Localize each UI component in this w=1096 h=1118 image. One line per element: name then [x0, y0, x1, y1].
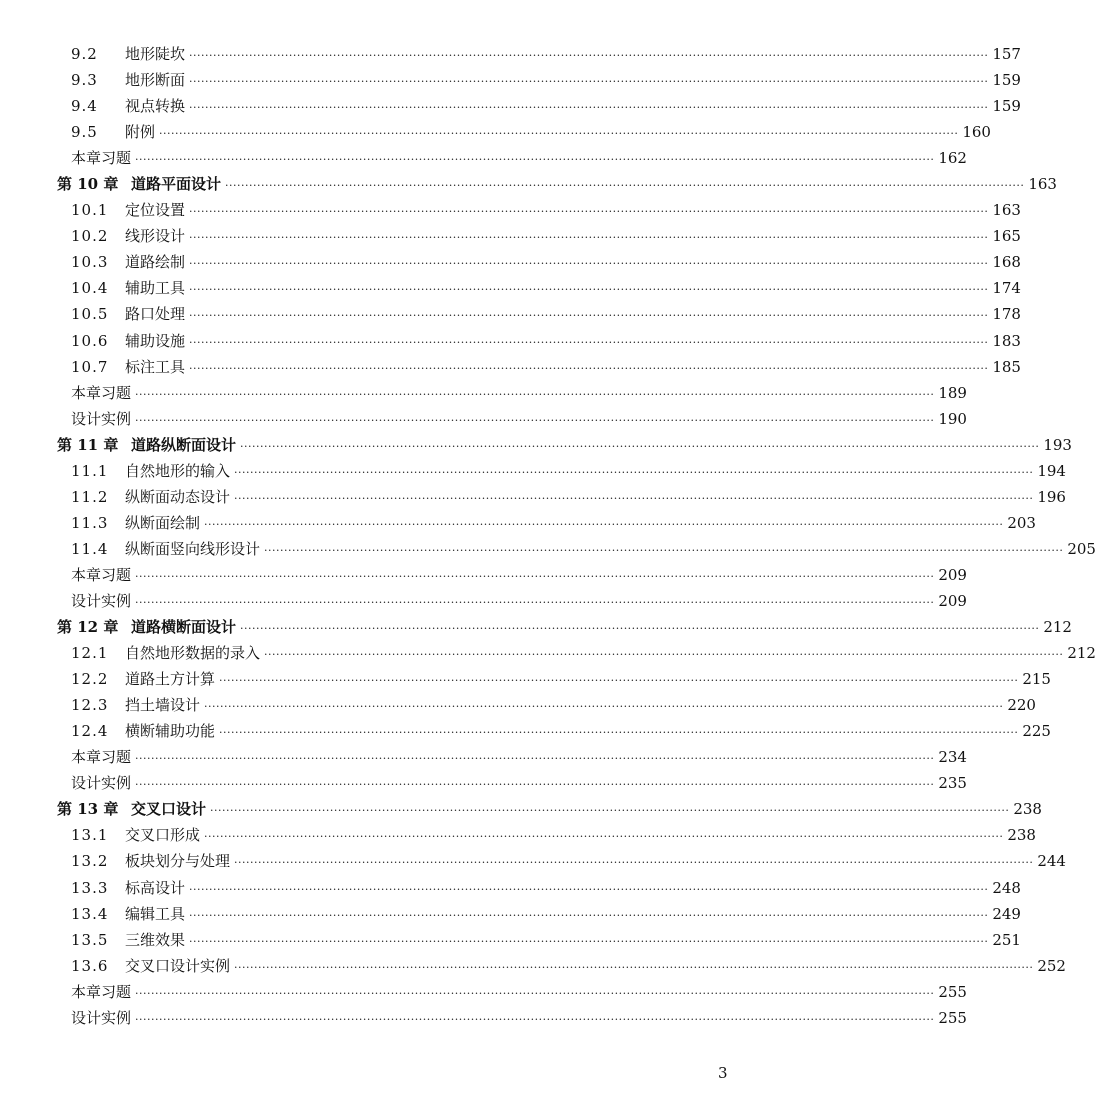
toc-entry-title: 道路纵断面设计	[131, 435, 237, 454]
dot-leader: ········································································································································································································	[135, 153, 935, 167]
toc-entry-title: 交叉口形成	[125, 826, 201, 845]
toc-entry-page: 178	[992, 305, 1021, 324]
toc-entry-title: 标注工具	[125, 357, 186, 376]
dot-leader: ········································································································································································································	[189, 335, 989, 349]
toc-entry-page: 196	[1037, 487, 1066, 506]
dot-leader: ········································································································································································································	[135, 1012, 935, 1026]
toc-section-row[interactable]	[57, 93, 1021, 119]
toc-entry-title: 交叉口设计	[131, 800, 207, 819]
toc-entry-number: 第 11 章	[57, 435, 119, 454]
toc-entry-page: 189	[938, 383, 967, 402]
dot-leader: ········································································································································································································	[204, 517, 1004, 531]
toc-entry-page: 209	[938, 565, 967, 584]
toc-entry-title: 设计实例	[71, 774, 132, 793]
toc-entry-page: 220	[1007, 696, 1036, 715]
toc-entry-title: 设计实例	[71, 591, 132, 610]
toc-section-row[interactable]	[57, 848, 1066, 874]
toc-entry-number: 10.2	[71, 227, 109, 246]
dot-leader: ········································································································································································································	[189, 101, 989, 115]
toc-entry-page: 163	[992, 201, 1021, 220]
dot-leader: ········································································································································································································	[264, 543, 1064, 557]
toc-entry-title: 定位设置	[125, 201, 186, 220]
dot-leader: ········································································································································································································	[189, 908, 989, 922]
toc-entry-page: 212	[1043, 618, 1072, 637]
toc-entry-title: 三维效果	[125, 930, 186, 949]
toc-entry-page: 234	[938, 748, 967, 767]
dot-leader: ········································································································································································································	[234, 856, 1034, 870]
toc-entry-number: 13.6	[71, 956, 109, 975]
toc-entry-number: 9.5	[71, 123, 98, 142]
dot-leader: ········································································································································································································	[240, 439, 1040, 453]
toc-entry-title: 视点转换	[125, 97, 186, 116]
toc-section-row[interactable]	[57, 197, 1021, 223]
toc-entry-title: 辅助设施	[125, 331, 186, 350]
toc-entry-page: 249	[992, 904, 1021, 923]
toc-section-row[interactable]	[57, 640, 1096, 666]
toc-entry-title: 交叉口设计实例	[125, 956, 231, 975]
dot-leader: ········································································································································································································	[189, 49, 989, 62]
toc-entry-number: 13.1	[71, 826, 109, 845]
toc-section-row[interactable]	[57, 718, 1051, 744]
toc-section-row[interactable]	[57, 510, 1036, 536]
toc-section-row[interactable]	[57, 328, 1021, 354]
dot-leader: ········································································································································································································	[219, 726, 1019, 740]
toc-section-row[interactable]	[57, 406, 967, 432]
toc-entry-page: 255	[938, 1008, 967, 1027]
toc-entry-title: 纵断面竖向线形设计	[125, 539, 261, 558]
toc-section-row[interactable]	[57, 119, 991, 145]
toc-section-row[interactable]	[57, 41, 1021, 67]
table-of-contents	[57, 41, 1096, 1031]
toc-entry-number: 13.5	[71, 930, 109, 949]
toc-entry-title: 附例	[125, 123, 156, 142]
toc-section-row[interactable]	[57, 536, 1096, 562]
toc-chapter-row[interactable]	[57, 432, 1072, 458]
toc-entry-number: 10.5	[71, 305, 109, 324]
toc-entry-title: 本章习题	[71, 982, 132, 1001]
toc-entry-page: 185	[992, 357, 1021, 376]
toc-entry-title: 挡土墙设计	[125, 696, 201, 715]
dot-leader: ········································································································································································································	[234, 465, 1034, 479]
toc-section-row[interactable]	[57, 822, 1036, 848]
toc-section-row[interactable]	[57, 588, 967, 614]
dot-leader: ········································································································································································································	[135, 595, 935, 609]
dot-leader: ········································································································································································································	[135, 752, 935, 766]
toc-entry-title: 道路横断面设计	[131, 618, 237, 637]
toc-entry-title: 板块划分与处理	[125, 852, 231, 871]
toc-entry-number: 10.1	[71, 201, 109, 220]
toc-entry-title: 道路平面设计	[131, 175, 222, 194]
toc-entry-number: 13.4	[71, 904, 109, 923]
toc-section-row[interactable]	[57, 380, 967, 406]
toc-entry-number: 9.3	[71, 71, 98, 90]
toc-entry-number: 11.4	[71, 539, 109, 558]
toc-entry-page: 162	[938, 149, 967, 168]
toc-entry-title: 设计实例	[71, 1008, 132, 1027]
toc-entry-number: 第 10 章	[57, 175, 119, 194]
toc-entry-page: 159	[992, 71, 1021, 90]
toc-entry-title: 道路绘制	[125, 253, 186, 272]
toc-entry-title: 地形断面	[125, 71, 186, 90]
dot-leader: ········································································································································································································	[264, 648, 1064, 662]
toc-entry-page: 215	[1022, 670, 1051, 689]
toc-chapter-row[interactable]	[57, 796, 1042, 822]
dot-leader: ········································································································································································································	[234, 960, 1034, 974]
dot-leader: ········································································································································································································	[135, 387, 935, 401]
toc-section-row[interactable]	[57, 301, 1021, 327]
dot-leader: ········································································································································································································	[135, 569, 935, 583]
toc-entry-page: 251	[992, 930, 1021, 949]
dot-leader: ········································································································································································································	[189, 283, 989, 297]
toc-section-row[interactable]	[57, 770, 967, 796]
toc-entry-number: 12.3	[71, 696, 109, 715]
toc-entry-number: 9.2	[71, 45, 98, 63]
toc-section-row[interactable]	[57, 562, 967, 588]
toc-entry-number: 10.7	[71, 357, 109, 376]
toc-section-row[interactable]	[57, 275, 1021, 301]
toc-entry-page: 209	[938, 591, 967, 610]
toc-entry-number: 第 12 章	[57, 618, 119, 637]
toc-chapter-row[interactable]	[57, 171, 1057, 197]
dot-leader: ········································································································································································································	[204, 700, 1004, 714]
toc-entry-number: 11.3	[71, 513, 109, 532]
toc-entry-number: 10.4	[71, 279, 109, 298]
dot-leader: ········································································································································································································	[135, 986, 935, 1000]
toc-section-row[interactable]	[57, 249, 1021, 275]
toc-entry-page: 160	[962, 123, 991, 142]
dot-leader: ········································································································································································································	[225, 179, 1025, 193]
toc-entry-page: 190	[938, 409, 967, 428]
dot-leader: ········································································································································································································	[189, 75, 989, 89]
toc-entry-page: 205	[1067, 539, 1096, 558]
dot-leader: ········································································································································································································	[189, 257, 989, 271]
toc-entry-title: 纵断面绘制	[125, 513, 201, 532]
dot-leader: ········································································································································································································	[240, 622, 1040, 636]
toc-entry-page: 168	[992, 253, 1021, 272]
toc-section-row[interactable]	[57, 354, 1021, 380]
dot-leader: ········································································································································································································	[189, 882, 989, 896]
toc-entry-number: 11.2	[71, 487, 109, 506]
dot-leader: ········································································································································································································	[234, 491, 1034, 505]
toc-section-row[interactable]	[57, 67, 1021, 93]
toc-section-row[interactable]	[57, 927, 1021, 953]
toc-entry-page: 203	[1007, 513, 1036, 532]
toc-entry-number: 第 13 章	[57, 800, 119, 819]
toc-entry-title: 本章习题	[71, 149, 132, 168]
toc-section-row[interactable]	[57, 458, 1066, 484]
toc-entry-page: 193	[1043, 435, 1072, 454]
toc-section-row[interactable]	[57, 953, 1066, 979]
toc-entry-title: 本章习题	[71, 383, 132, 402]
toc-entry-number: 10.3	[71, 253, 109, 272]
toc-entry-number: 9.4	[71, 97, 98, 116]
toc-entry-title: 横断辅助功能	[125, 722, 216, 741]
dot-leader: ········································································································································································································	[189, 231, 989, 245]
toc-section-row[interactable]	[57, 1005, 967, 1031]
dot-leader: ········································································································································································································	[189, 361, 989, 375]
toc-entry-page: 159	[992, 97, 1021, 116]
toc-entry-title: 本章习题	[71, 748, 132, 767]
toc-entry-page: 165	[992, 227, 1021, 246]
toc-entry-page: 255	[938, 982, 967, 1001]
dot-leader: ········································································································································································································	[189, 934, 989, 948]
toc-entry-page: 238	[1007, 826, 1036, 845]
toc-entry-title: 路口处理	[125, 305, 186, 324]
toc-entry-page: 212	[1067, 644, 1096, 663]
toc-section-row[interactable]	[57, 875, 1021, 901]
toc-entry-title: 辅助工具	[125, 279, 186, 298]
toc-entry-number: 11.1	[71, 461, 109, 480]
dot-leader: ········································································································································································································	[135, 413, 935, 427]
toc-entry-title: 自然地形的输入	[125, 461, 231, 480]
toc-entry-title: 本章习题	[71, 565, 132, 584]
toc-entry-number: 12.4	[71, 722, 109, 741]
toc-section-row[interactable]	[57, 979, 967, 1005]
toc-entry-page: 244	[1037, 852, 1066, 871]
toc-section-row[interactable]	[57, 744, 967, 770]
toc-entry-page: 163	[1028, 175, 1057, 194]
toc-entry-page: 252	[1037, 956, 1066, 975]
toc-section-row[interactable]	[57, 901, 1021, 927]
toc-entry-page: 225	[1022, 722, 1051, 741]
toc-entry-page: 183	[992, 331, 1021, 350]
toc-section-row[interactable]	[57, 666, 1051, 692]
toc-entry-title: 地形陡坎	[125, 45, 186, 63]
toc-section-row[interactable]	[57, 692, 1036, 718]
toc-entry-number: 10.6	[71, 331, 109, 350]
toc-chapter-row[interactable]	[57, 614, 1072, 640]
toc-entry-page: 174	[992, 279, 1021, 298]
toc-entry-page: 235	[938, 774, 967, 793]
toc-entry-title: 标高设计	[125, 878, 186, 897]
dot-leader: ········································································································································································································	[204, 830, 1004, 844]
page-number: 3	[718, 1064, 728, 1082]
toc-entry-page: 194	[1037, 461, 1066, 480]
toc-entry-title: 道路土方计算	[125, 670, 216, 689]
toc-section-row[interactable]	[57, 223, 1021, 249]
toc-entry-number: 13.2	[71, 852, 109, 871]
dot-leader: ········································································································································································································	[189, 205, 989, 219]
toc-entry-page: 157	[992, 45, 1021, 63]
dot-leader: ········································································································································································································	[189, 309, 989, 323]
toc-entry-title: 自然地形数据的录入	[125, 644, 261, 663]
dot-leader: ········································································································································································································	[135, 778, 935, 792]
toc-entry-title: 设计实例	[71, 409, 132, 428]
toc-entry-page: 238	[1013, 800, 1042, 819]
toc-entry-title: 线形设计	[125, 227, 186, 246]
toc-entry-number: 12.2	[71, 670, 109, 689]
dot-leader: ········································································································································································································	[219, 674, 1019, 688]
toc-section-row[interactable]	[57, 484, 1066, 510]
dot-leader: ········································································································································································································	[210, 804, 1010, 818]
toc-entry-number: 13.3	[71, 878, 109, 897]
toc-section-row[interactable]	[57, 145, 967, 171]
toc-entry-title: 纵断面动态设计	[125, 487, 231, 506]
dot-leader: ········································································································································································································	[159, 127, 959, 141]
toc-entry-number: 12.1	[71, 644, 109, 663]
toc-entry-title: 编辑工具	[125, 904, 186, 923]
toc-entry-page: 248	[992, 878, 1021, 897]
